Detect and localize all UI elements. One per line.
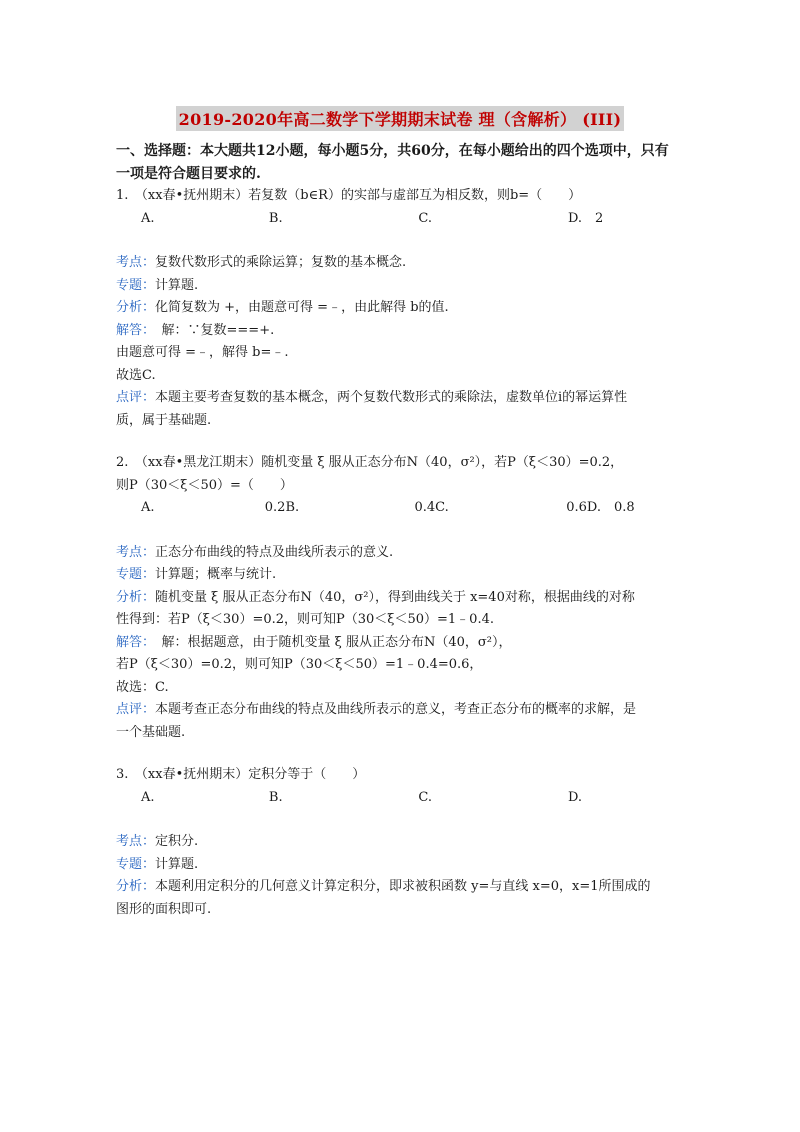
q2-fenxi — [116, 587, 686, 610]
q2-fenxi-label: 分析： — [116, 589, 156, 605]
q1-kaodian-label: 考点： — [116, 255, 156, 270]
q2-kaodian-text: 正态分布曲线的特点及曲线所表示的意义. — [155, 544, 394, 560]
q1-dianping-label: 点评： — [116, 390, 156, 405]
q1-zhuanti-label: 专题： — [116, 277, 156, 293]
q1-options — [116, 208, 686, 231]
q2-dianping — [116, 699, 686, 722]
q3-option-c: C. — [418, 789, 433, 805]
q2-zhuanti — [116, 564, 686, 587]
question-3 — [116, 764, 686, 921]
q1-jieda — [116, 320, 686, 343]
q1-solution-line3: 故选C. — [116, 367, 156, 383]
q2-option-c: 0.4C. — [414, 500, 449, 515]
q3-fenxi-line2: 图形的面积即可. — [116, 901, 212, 917]
q1-fenxi-text: 化简复数为 +，由题意可得 =﹣，由此解得 b的值. — [155, 300, 449, 315]
q1-solution-line2: 由题意可得 =﹣，解得 b=﹣. — [116, 345, 289, 360]
q2-option-a: A. — [141, 500, 155, 515]
q2-dianping-text: 本题考查正态分布曲线的特点及曲线所表示的意义，考查正态分布的概率的求解，是 — [155, 702, 637, 717]
q2-stem-line1: 2. （xx春•黑龙江期末）随机变量 ξ 服从正态分布N（40，σ²），若P（ξ＜30）=0.2， — [116, 455, 624, 470]
q1-fenxi — [116, 297, 686, 320]
q2-option-b: 0.2B. — [264, 500, 300, 515]
q3-option-a: A. — [141, 789, 155, 805]
q3-zhuanti-label: 专题： — [116, 856, 156, 872]
question-1 — [116, 185, 686, 432]
q1-dianping-line2: 质，属于基础题. — [116, 412, 212, 428]
q2-dianping-label: 点评： — [116, 702, 156, 717]
q1-option-c: C. — [418, 210, 433, 226]
q3-stem: 3. （xx春•抚州期末）定积分等于（ ） — [116, 767, 366, 782]
q1-zhuanti-text: 计算题. — [155, 277, 199, 293]
q1-kaodian — [116, 252, 686, 275]
q2-solution-line3: 故选：C. — [116, 679, 169, 695]
q2-kaodian-label: 考点： — [116, 544, 156, 560]
q2-solution-line2: 若P（ξ＜30）=0.2，则可知P（30＜ξ＜50）=1﹣0.4=0.6， — [116, 657, 483, 672]
title-wrap — [0, 106, 800, 131]
q1-dianping-text: 本题主要考查复数的基本概念，两个复数代数形式的乘除法，虚数单位i的幂运算性 — [155, 390, 628, 405]
q2-stem-line2: 则P（30＜ξ＜50）=（ ） — [116, 477, 293, 493]
q3-zhuanti-text: 计算题. — [155, 856, 199, 872]
q1-zhuanti — [116, 275, 686, 298]
section-heading-line1: 一、选择题：本大题共12小题，每小题5分，共60分，在每小题给出的四个选项中，只有 — [116, 143, 669, 159]
q2-fenxi-line2: 性得到：若P（ξ＜30）=0.2，则可知P（30＜ξ＜50）=1﹣0.4. — [116, 612, 494, 627]
q1-dianping — [116, 387, 686, 410]
q2-options — [116, 497, 686, 520]
q1-kaodian-text: 复数代数形式的乘除运算；复数的基本概念. — [155, 255, 407, 270]
q2-dianping-line2: 一个基础题. — [116, 724, 186, 740]
page-title: 2019-2020年高二数学下学期期末试卷 理（含解析） (III) — [176, 106, 625, 131]
section-heading-line2: 一项是符合题目要求的. — [116, 165, 261, 182]
q2-jieda — [116, 632, 686, 655]
q1-option-d: D. 2 — [567, 210, 604, 226]
q3-option-d: D. — [567, 789, 583, 805]
q3-fenxi — [116, 876, 686, 899]
q3-option-b: B. — [268, 789, 283, 805]
q2-option-d: 0.6D. 0.8 — [566, 500, 635, 515]
q1-jieda-text: 解：∵复数===+. — [148, 322, 275, 338]
q1-option-a: A. — [141, 210, 155, 226]
question-2 — [116, 452, 686, 744]
q3-zhuanti — [116, 854, 686, 877]
q2-zhuanti-label: 专题： — [116, 567, 156, 582]
q1-jieda-label: 解答： — [116, 322, 149, 338]
q3-kaodian-text: 定积分. — [155, 834, 199, 849]
q3-options — [116, 787, 686, 810]
q2-zhuanti-text: 计算题；概率与统计. — [155, 567, 277, 582]
q3-fenxi-label: 分析： — [116, 879, 156, 894]
q2-kaodian — [116, 542, 686, 565]
q3-kaodian-label: 考点： — [116, 834, 156, 849]
q1-fenxi-label: 分析： — [116, 300, 156, 315]
q2-fenxi-text: 随机变量 ξ 服从正态分布N（40，σ²），得到曲线关于 x=40对称，根据曲线的对称 — [155, 589, 635, 605]
q1-stem: 1. （xx春•抚州期末）若复数（b∈R）的实部与虚部互为相反数，则b=（ ） — [116, 188, 582, 203]
q2-jieda-label: 解答： — [116, 634, 149, 650]
q2-jieda-text: 解：根据题意，由于随机变量 ξ 服从正态分布N（40，σ²）， — [148, 634, 512, 650]
q3-kaodian — [116, 831, 686, 854]
q3-fenxi-text: 本题利用定积分的几何意义计算定积分，即求被积函数 y=与直线 x=0，x=1所围成的 — [155, 879, 651, 894]
document-body — [116, 140, 686, 921]
q1-option-b: B. — [268, 210, 283, 226]
